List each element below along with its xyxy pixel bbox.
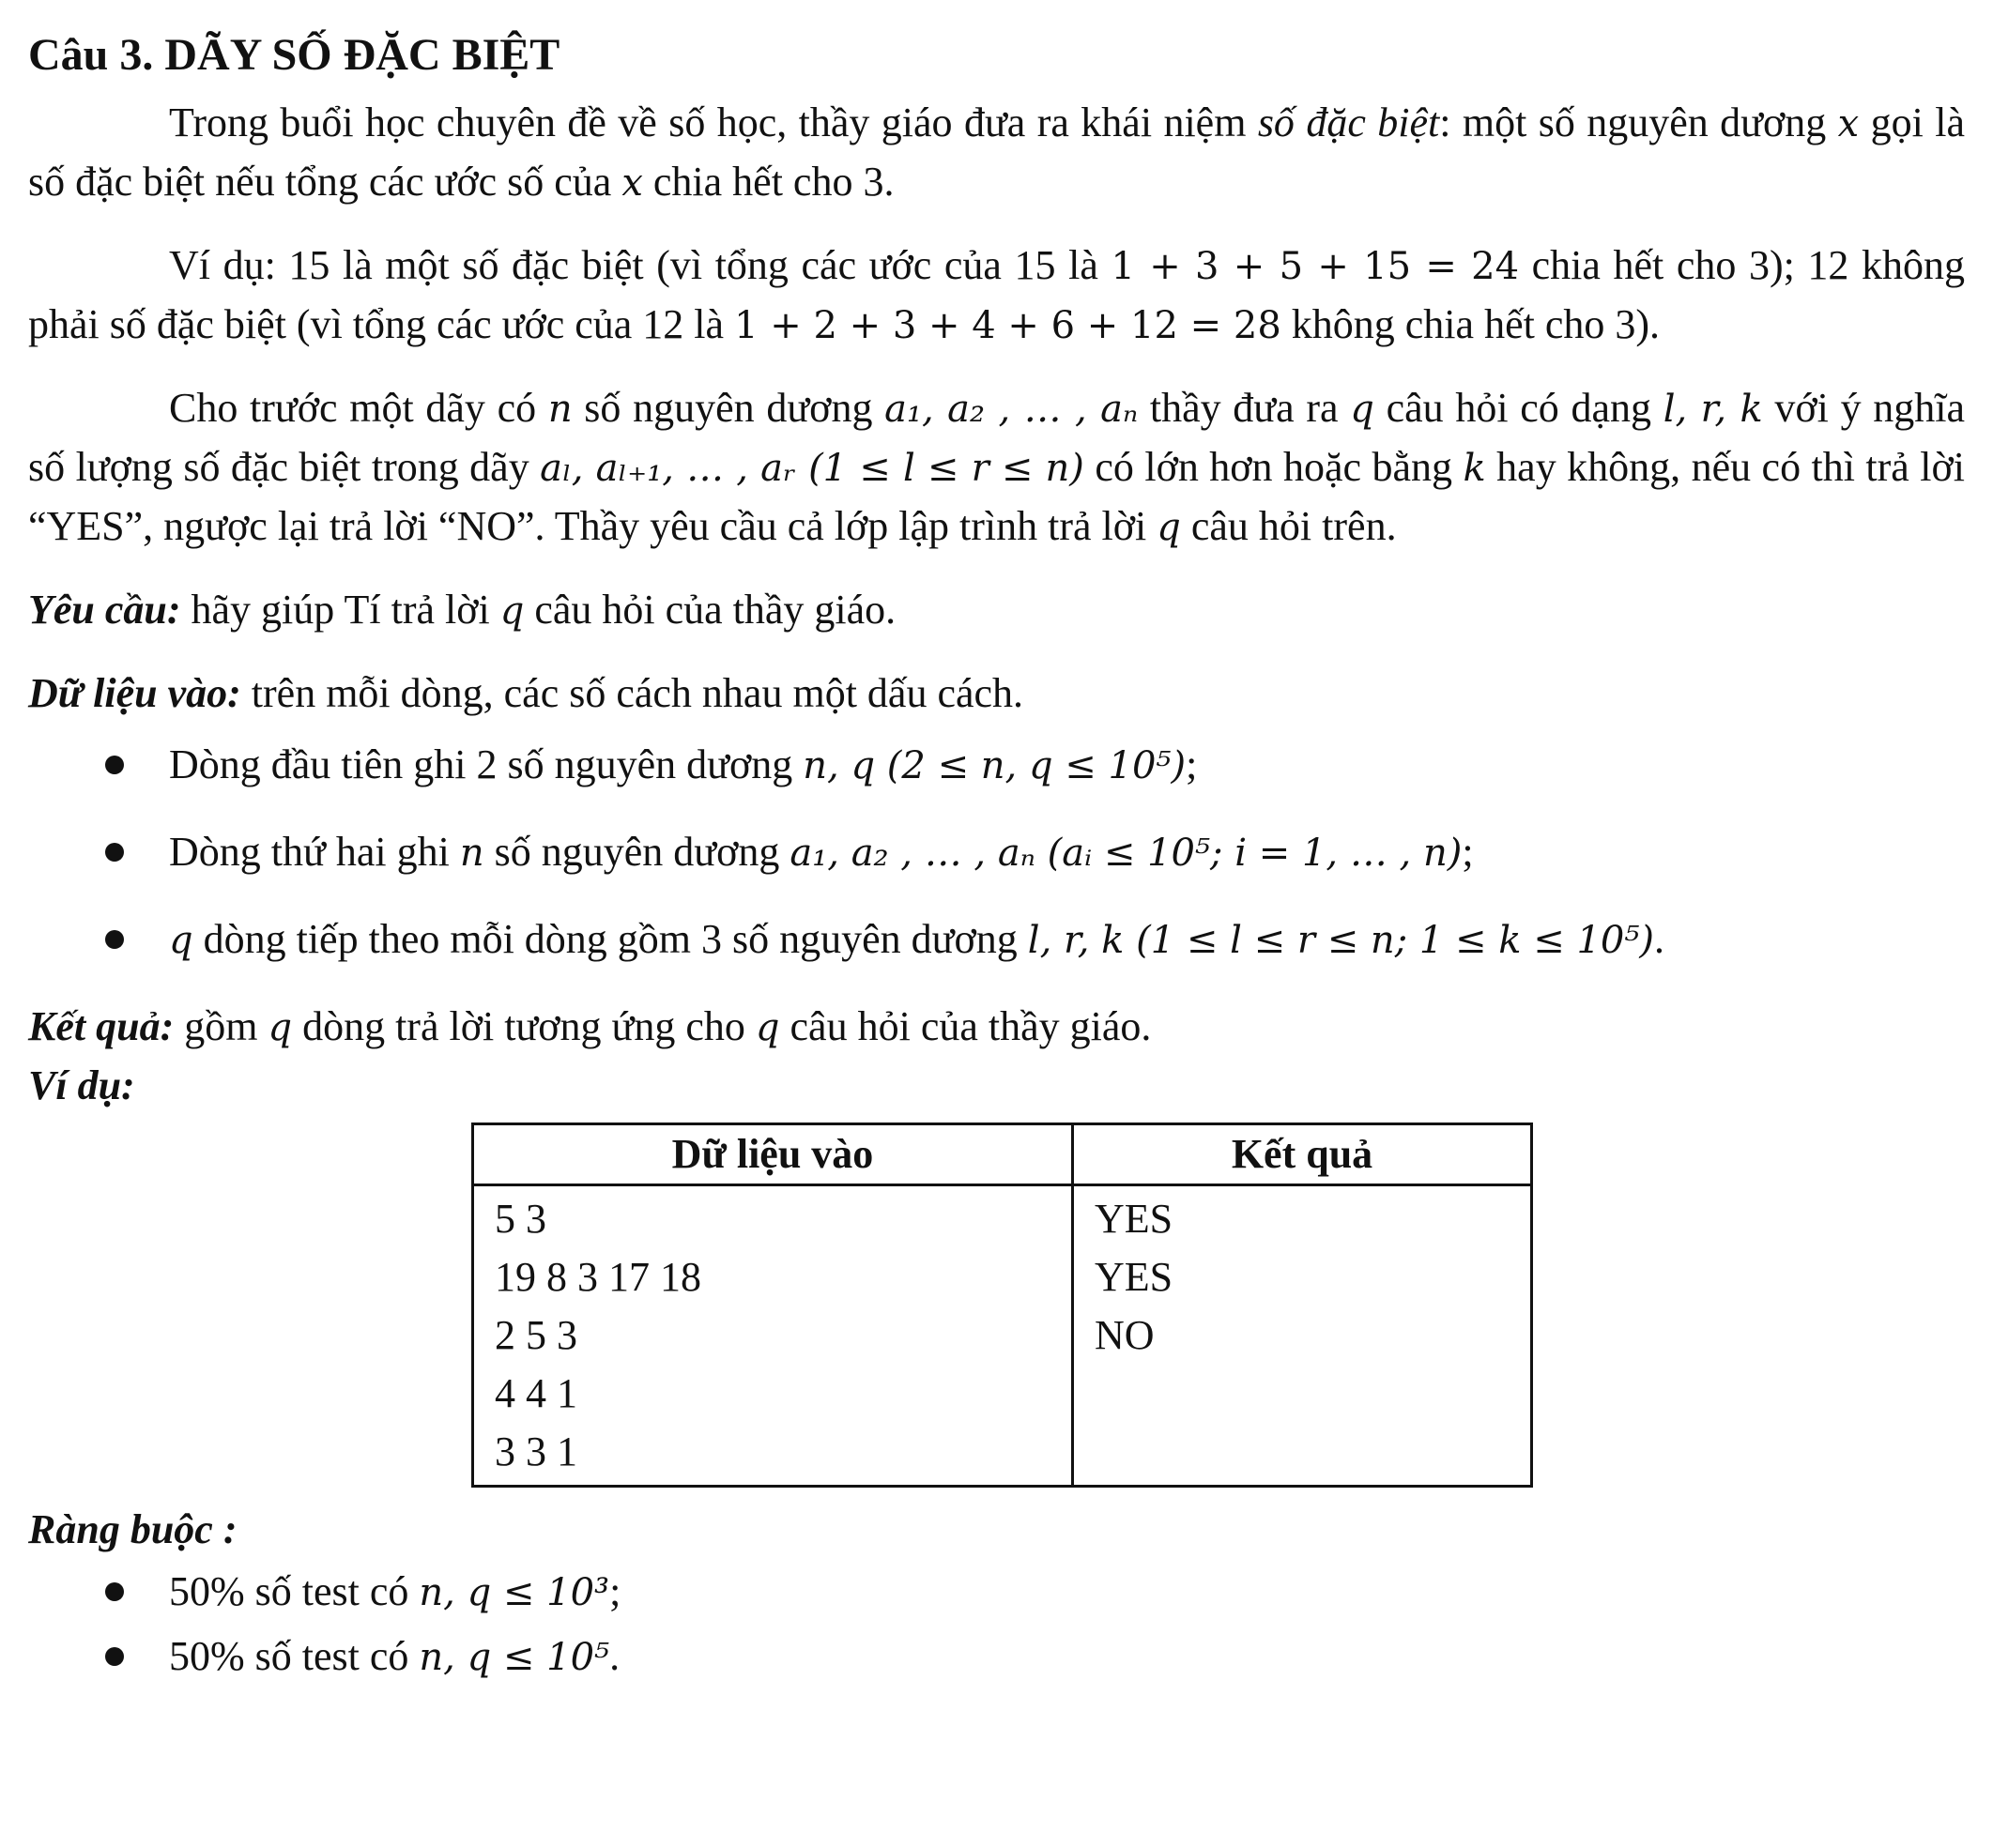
table-header-output: Kết quả — [1073, 1124, 1532, 1185]
math-var: q — [268, 1006, 293, 1049]
input-paragraph — [28, 664, 1965, 723]
text: không chia hết cho 3). — [1280, 301, 1660, 347]
sample-input-line: 4 4 1 — [495, 1370, 577, 1416]
sample-input-line: 3 3 1 — [495, 1428, 577, 1474]
math-var: q — [1350, 388, 1374, 431]
text: ; — [1186, 741, 1198, 787]
text: gọi là số đặc biệt nếu tổng các ước số của — [28, 99, 1965, 205]
bullet-icon — [105, 1582, 124, 1601]
math-sequence: a₁, a₂ , … , aₙ — [884, 388, 1139, 431]
constraints-label-paragraph — [28, 1501, 1965, 1559]
bullet-icon — [105, 1647, 124, 1666]
constraints-list — [28, 1563, 1965, 1687]
text: ; — [609, 1568, 621, 1614]
math-var: q — [1157, 506, 1181, 549]
section-label: Yêu cầu: — [28, 587, 181, 633]
example-paragraph — [28, 237, 1965, 355]
text: thầy đưa ra — [1138, 385, 1351, 431]
math-var: k — [1463, 447, 1486, 490]
text: : một số nguyên dương — [1439, 99, 1838, 145]
math-var: x — [621, 161, 643, 205]
math-var: q — [755, 1006, 780, 1049]
math-expression: 1 + 2 + 3 + 4 + 6 + 12 = 28 — [734, 304, 1281, 347]
text: hãy giúp Tí trả lời — [180, 587, 500, 633]
text: câu hỏi của thầy giáo. — [524, 587, 897, 633]
text: Cho trước một dãy có — [169, 385, 548, 431]
text: gồm — [174, 1003, 268, 1049]
output-paragraph — [28, 998, 1965, 1057]
list-item — [28, 910, 1965, 970]
definition-paragraph — [28, 94, 1965, 212]
math-var: q — [499, 589, 525, 633]
math-var: x — [1837, 102, 1860, 145]
section-label: Kết quả: — [28, 1003, 175, 1049]
table-header-row — [473, 1124, 1532, 1185]
sample-output-line: NO — [1095, 1312, 1155, 1358]
text: với ý nghĩa số lượng số đặc biệt trong dãy — [28, 385, 1966, 490]
sample-input-cell — [473, 1185, 1073, 1487]
math-var: n — [547, 388, 573, 431]
problem-document — [28, 17, 1965, 1692]
text: số nguyên dương — [483, 829, 790, 875]
text: trên mỗi dòng, các số cách nhau một dấu cách. — [240, 670, 1024, 716]
math-var: n — [459, 832, 484, 875]
math-expression: n, q ≤ 10³ — [419, 1571, 610, 1614]
text: Ví dụ: 15 là một số đặc biệt (vì tổng các ước của 15 là — [169, 242, 1111, 288]
text: chia hết cho 3); 12 không phải số đặc biệt (vì tổng các ước của 12 là — [28, 242, 1965, 347]
bullet-icon — [105, 930, 124, 949]
math-expression: n, q (2 ≤ n, q ≤ 10⁵) — [803, 744, 1187, 787]
query-paragraph — [28, 379, 1965, 557]
list-item — [28, 1563, 1965, 1622]
text: 50% số test có — [169, 1633, 420, 1679]
text: ; — [1462, 829, 1474, 875]
list-item — [28, 1627, 1965, 1687]
math-condition: (1 ≤ l ≤ r ≤ n) — [795, 447, 1084, 490]
text: 50% số test có — [169, 1568, 420, 1614]
text: . — [1654, 916, 1665, 962]
sample-output-cell — [1073, 1185, 1532, 1487]
bullet-icon — [105, 843, 124, 862]
sample-output-line: YES — [1095, 1254, 1173, 1300]
text: câu hỏi trên. — [1180, 503, 1397, 549]
text: chia hết cho 3. — [642, 159, 895, 205]
special-number-term: số đặc biệt — [1257, 99, 1440, 145]
text: Dòng đầu tiên ghi 2 số nguyên dương — [169, 741, 804, 787]
section-label: Dữ liệu vào: — [28, 670, 241, 716]
input-spec-list — [28, 736, 1965, 970]
bullet-icon — [105, 756, 124, 774]
table-header-input: Dữ liệu vào — [473, 1124, 1073, 1185]
request-paragraph — [28, 581, 1965, 640]
sample-output-line: YES — [1095, 1196, 1173, 1242]
text: Trong buổi học chuyên đề về số học, thầy giáo đưa ra khái niệm — [169, 99, 1258, 145]
math-expression: n, q ≤ 10⁵ — [419, 1636, 610, 1679]
math-expression: 1 + 3 + 5 + 15 = 24 — [1111, 245, 1520, 288]
text: . — [609, 1633, 621, 1679]
problem-title: Câu 3. DÃY SỐ ĐẶC BIỆT — [28, 30, 560, 80]
list-item — [28, 823, 1965, 882]
example-label-paragraph — [28, 1057, 1965, 1115]
sample-input-line: 19 8 3 17 18 — [495, 1254, 701, 1300]
text: dòng trả lời tương ứng cho — [292, 1003, 756, 1049]
text: số nguyên dương — [572, 385, 885, 431]
text: câu hỏi của thầy giáo. — [779, 1003, 1152, 1049]
sample-input-line: 2 5 3 — [495, 1312, 577, 1358]
math-var: q — [169, 919, 193, 962]
text: câu hỏi có dạng — [1373, 385, 1663, 431]
sample-input-line: 5 3 — [495, 1196, 546, 1242]
section-label: Ràng buộc : — [28, 1506, 238, 1552]
text: hay không, nếu có thì trả lời “YES”, ngược lại trả lời “NO”. Thầy yêu cầu cả lớp lập trình trả lời — [28, 444, 1965, 549]
math-subsequence: aₗ, aₗ₊₁, … , aᵣ — [540, 447, 796, 490]
math-expression: a₁, a₂ , … , aₙ (aᵢ ≤ 10⁵; i = 1, … , n) — [790, 832, 1463, 875]
text: dòng tiếp theo mỗi dòng gồm 3 số nguyên dương — [192, 916, 1028, 962]
math-vars: l, r, k — [1663, 388, 1763, 431]
section-label: Ví dụ: — [28, 1062, 135, 1108]
text: Dòng thứ hai ghi — [169, 829, 460, 875]
example-table — [471, 1123, 1533, 1488]
text: có lớn hơn hoặc bằng — [1083, 444, 1464, 490]
list-item — [28, 736, 1965, 795]
math-expression: l, r, k (1 ≤ l ≤ r ≤ n; 1 ≤ k ≤ 10⁵) — [1027, 919, 1655, 962]
table-row — [473, 1185, 1532, 1487]
